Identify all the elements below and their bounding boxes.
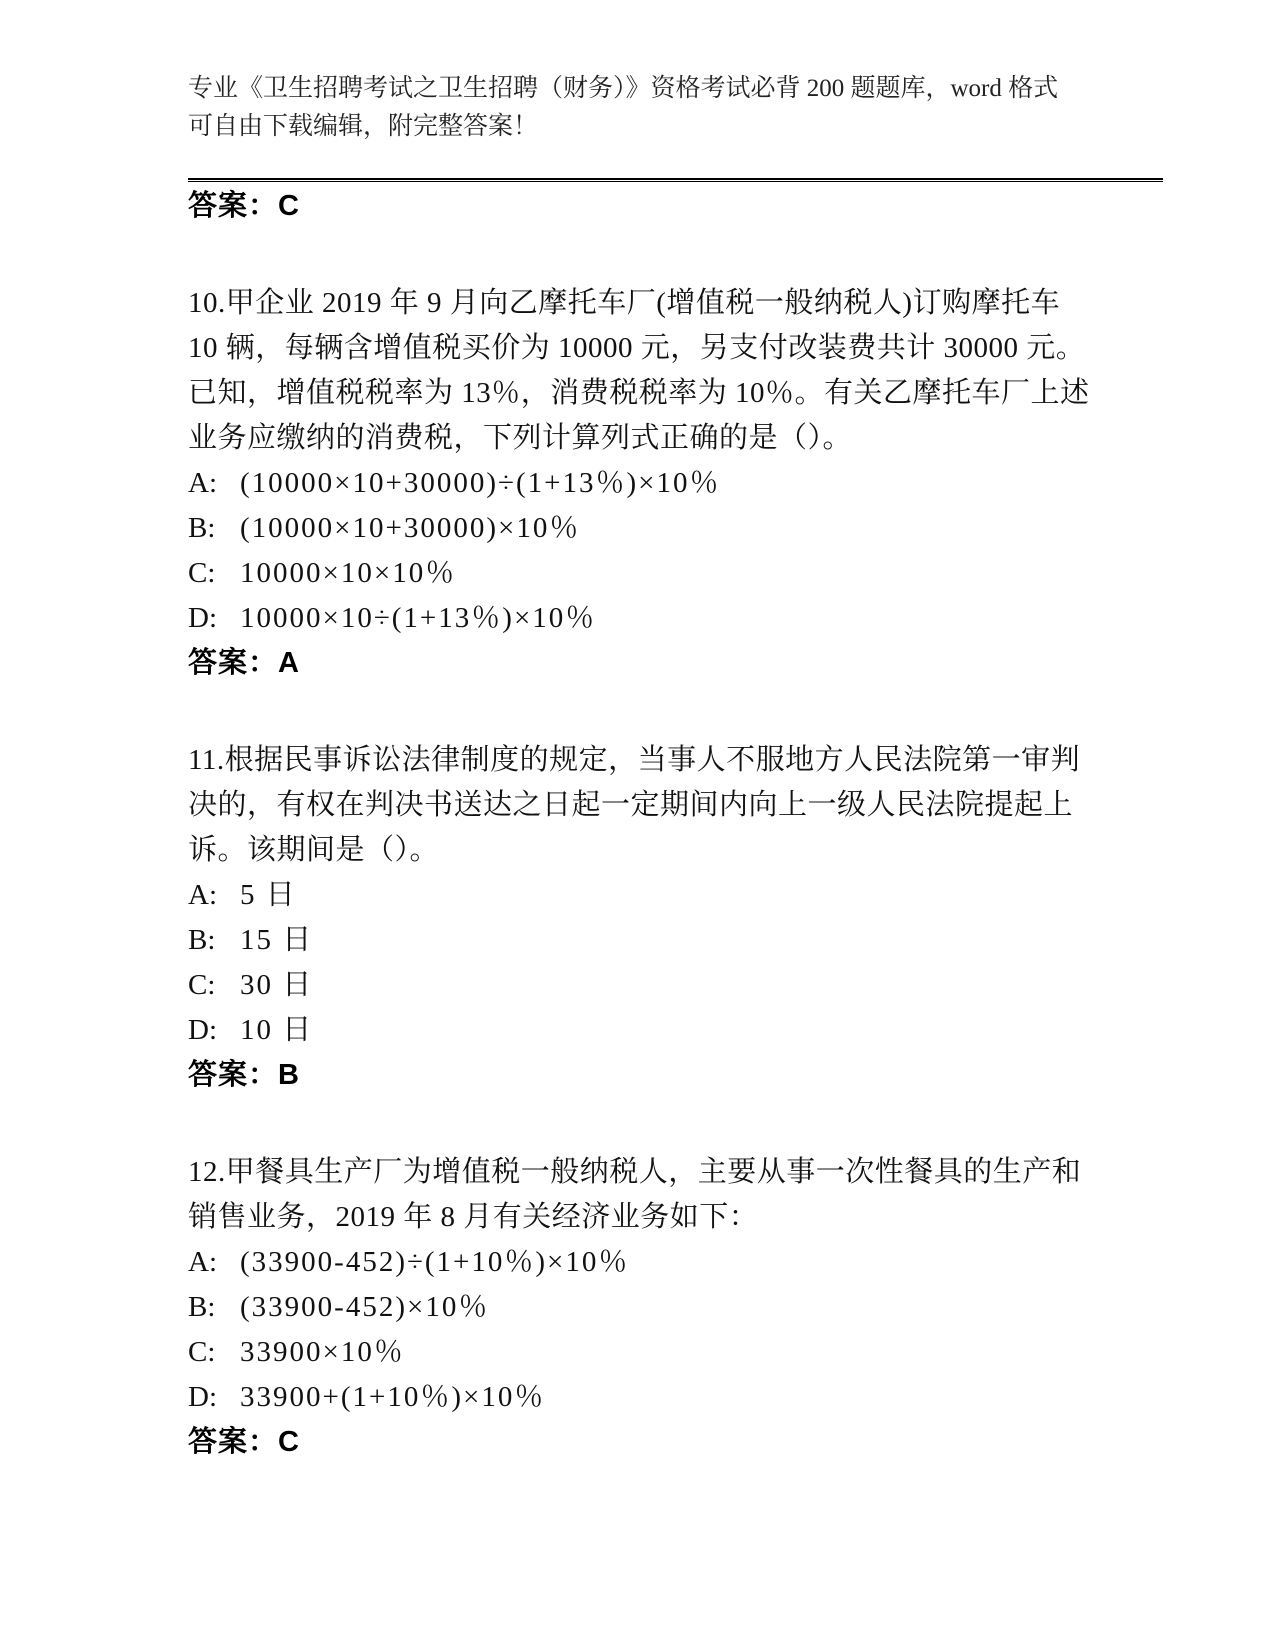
option-text: 10 日	[240, 1014, 314, 1046]
question-10-line-2: 10 辆，每辆含增值税买价为 10000 元，另支付改装费共计 30000 元。	[188, 332, 1086, 364]
option-text: (10000×10+30000)÷(1+13％)×10％	[240, 467, 721, 499]
question-11-line-3: 诉。该期间是（）。	[188, 834, 440, 866]
question-11-line-1: 11.根据民事诉讼法律制度的规定，当事人不服地方人民法院第一审判	[188, 744, 1081, 776]
answer-line-q10: 答案：A	[188, 647, 300, 679]
question-10-option-a	[188, 461, 1103, 506]
option-text: 30 日	[240, 969, 314, 1001]
header-title-line-2: 可自由下载编辑，附完整答案！	[188, 113, 539, 140]
option-text: 10000×10×10％	[240, 557, 457, 589]
option-text: 5 日	[240, 879, 297, 911]
option-label: C:	[188, 1336, 216, 1368]
question-11-line-2: 决的，有权在判决书送达之日起一定期间内向上一级人民法院提起上	[188, 789, 1074, 821]
option-label: B:	[188, 512, 216, 544]
question-10-line-4: 业务应缴纳的消费税，下列计算列式正确的是（）。	[188, 422, 853, 454]
answer-line-q9: 答案：C	[188, 190, 300, 222]
question-11-option-d	[188, 1008, 1103, 1053]
option-label: D:	[188, 1014, 217, 1046]
question-10-option-d	[188, 596, 1103, 641]
answer-line-q11: 答案：B	[188, 1059, 300, 1091]
question-10-option-b	[188, 506, 1103, 551]
option-label: C:	[188, 969, 216, 1001]
answer-line-q12: 答案：C	[188, 1426, 300, 1458]
question-10-line-3: 已知，增值税税率为 13％，消费税税率为 10％。有关乙摩托车厂上述	[188, 377, 1090, 409]
option-label: A:	[188, 467, 217, 499]
option-label: A:	[188, 1246, 217, 1278]
question-12-line-1: 12.甲餐具生产厂为增值税一般纳税人，主要从事一次性餐具的生产和	[188, 1156, 1082, 1188]
question-12-option-d	[188, 1375, 1103, 1420]
option-text: (33900-452)÷(1+10％)×10％	[240, 1246, 630, 1278]
question-11-option-a	[188, 873, 1103, 918]
document-header	[188, 70, 1175, 146]
option-text: 10000×10÷(1+13％)×10％	[240, 602, 597, 634]
question-12-option-c	[188, 1330, 1103, 1375]
option-text: (33900-452)×10％	[240, 1291, 490, 1323]
option-label: B:	[188, 1291, 216, 1323]
option-text: 33900+(1+10％)×10％	[240, 1381, 546, 1413]
option-label: C:	[188, 557, 216, 589]
question-12	[188, 1150, 1103, 1465]
header-title-line-1: 专业《卫生招聘考试之卫生招聘（财务）》资格考试必背 200 题题库，word 格式	[188, 75, 1059, 102]
option-label: B:	[188, 924, 216, 956]
option-label: A:	[188, 879, 217, 911]
question-12-option-a	[188, 1240, 1103, 1285]
option-label: D:	[188, 1381, 217, 1413]
question-12-line-2: 销售业务，2019 年 8 月有关经济业务如下：	[188, 1201, 759, 1233]
question-10-option-c	[188, 551, 1103, 596]
question-11	[188, 738, 1103, 1098]
question-11-option-b	[188, 918, 1103, 963]
option-text: (10000×10+30000)×10％	[240, 512, 581, 544]
option-text: 15 日	[240, 924, 314, 956]
option-text: 33900×10％	[240, 1336, 405, 1368]
option-label: D:	[188, 602, 217, 634]
question-10	[188, 281, 1103, 686]
question-12-option-b	[188, 1285, 1103, 1330]
header-separator-rule	[188, 178, 1163, 182]
question-10-line-1: 10.甲企业 2019 年 9 月向乙摩托车厂(增值税一般纳税人)订购摩托车	[188, 287, 1061, 319]
question-11-option-c	[188, 963, 1103, 1008]
